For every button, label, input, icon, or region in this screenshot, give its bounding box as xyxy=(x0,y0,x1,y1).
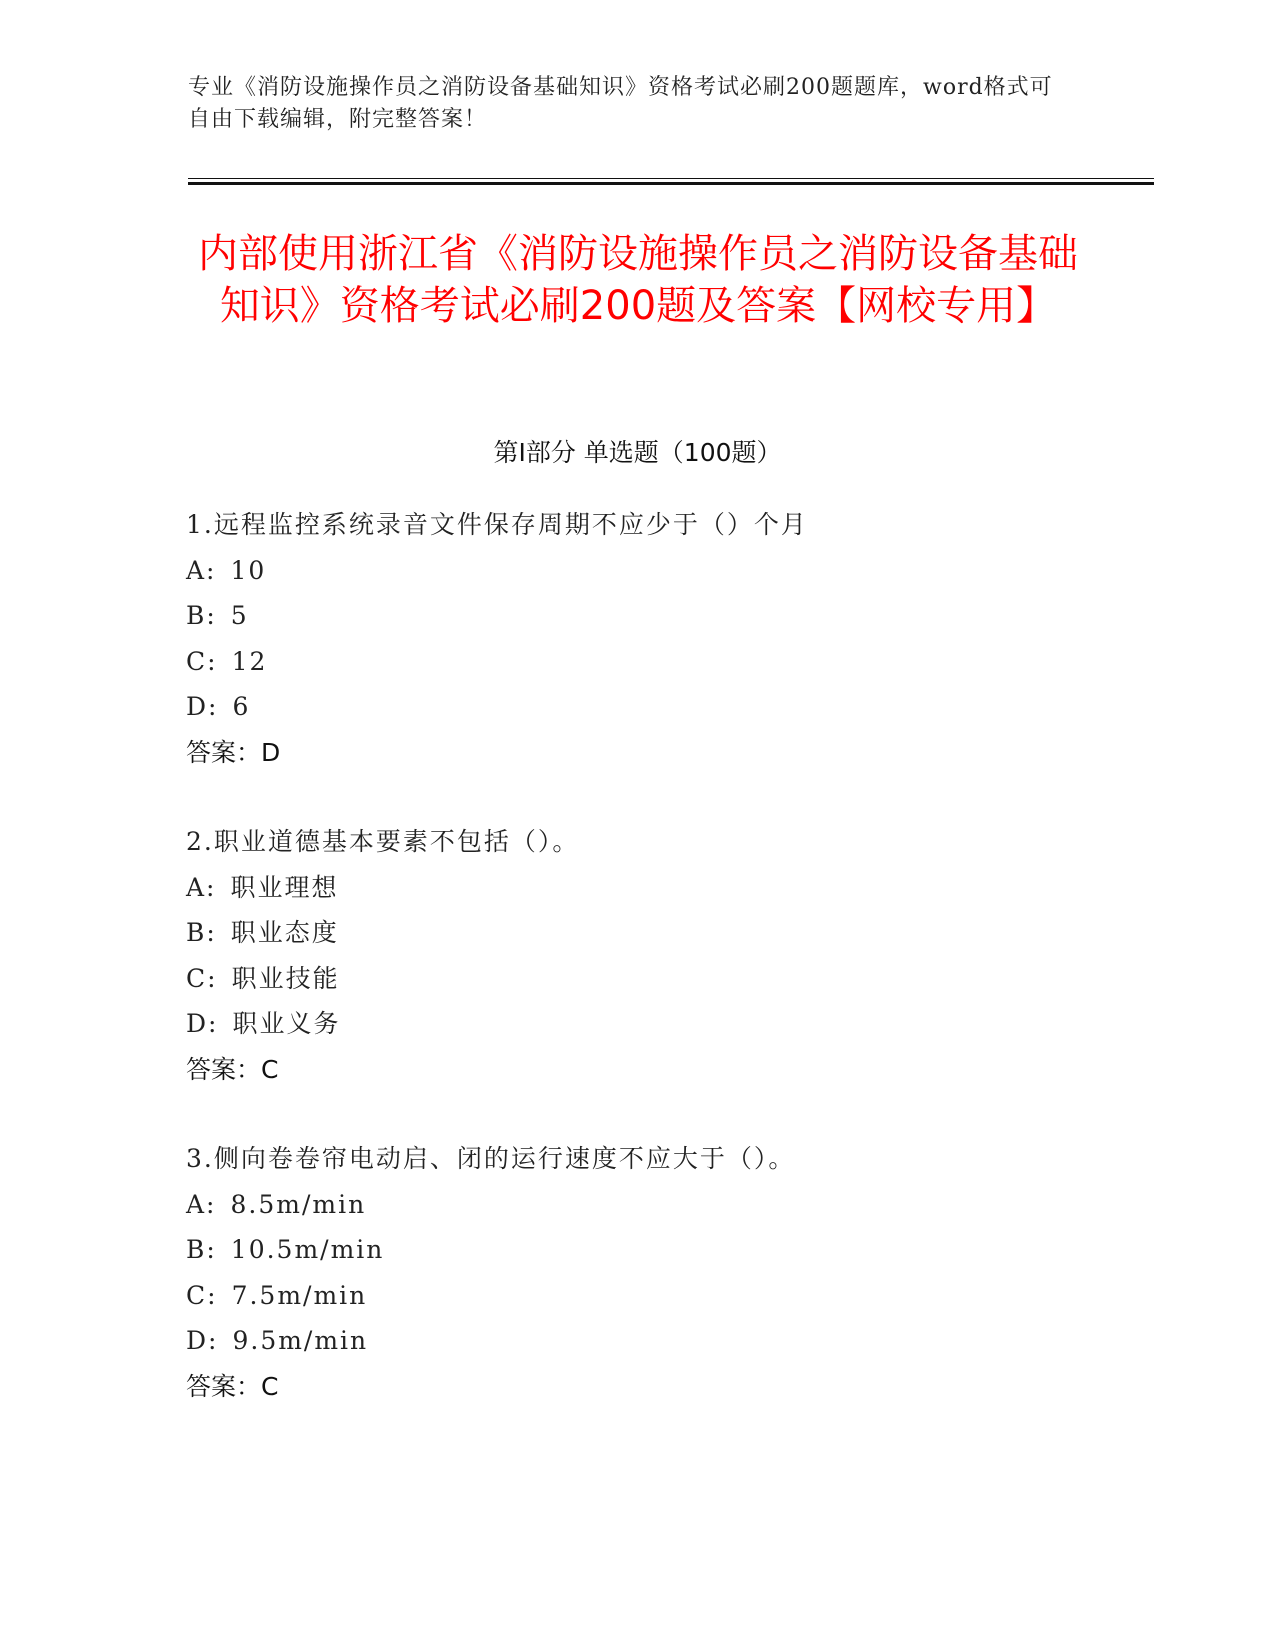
option-c xyxy=(186,956,1136,1002)
option-text: 职业态度 xyxy=(230,918,339,947)
question-3 xyxy=(186,1136,1136,1409)
question-stem: 1.远程监控系统录音文件保存周期不应少于（）个月 xyxy=(186,510,808,539)
question-stem: 2.职业道德基本要素不包括（）。 xyxy=(186,827,580,856)
option-c xyxy=(186,1273,1136,1319)
option-letter: C: xyxy=(186,646,218,676)
option-letter: C: xyxy=(186,963,218,993)
option-text: 10 xyxy=(230,555,267,585)
option-text: 职业技能 xyxy=(231,963,340,993)
option-text: 10.5m/min xyxy=(230,1235,385,1264)
option-b xyxy=(186,1227,1136,1273)
option-d xyxy=(186,684,1136,730)
option-d xyxy=(186,1318,1136,1364)
header-note: 专业《消防设施操作员之消防设备基础知识》资格考试必刷200题题库，word格式可自由下载编辑，附完整答案！ xyxy=(188,75,1053,132)
question-stem: 3.侧向卷卷帘电动启、闭的运行速度不应大于（）。 xyxy=(186,1144,796,1173)
section-heading: 第I部分 单选题（100题） xyxy=(493,438,782,467)
option-a xyxy=(186,548,1136,594)
option-letter: D: xyxy=(186,1009,219,1038)
option-text: 职业理想 xyxy=(230,872,339,902)
document-title: 内部使用浙江省《消防设施操作员之消防设备基础知识》资格考试必刷200题及答案【网校专用】 xyxy=(198,231,1078,329)
option-b xyxy=(186,593,1136,639)
option-letter: D: xyxy=(186,1326,219,1355)
option-letter: B: xyxy=(186,918,217,947)
option-text: 7.5m/min xyxy=(231,1280,368,1310)
answer-line: 答案：C xyxy=(186,1054,279,1084)
option-text: 8.5m/min xyxy=(230,1189,367,1219)
option-letter: A: xyxy=(186,555,217,585)
option-text: 职业义务 xyxy=(232,1009,341,1038)
option-letter: B: xyxy=(186,1235,217,1264)
header-divider-thin xyxy=(188,178,1154,179)
option-text: 6 xyxy=(232,692,251,721)
question-1 xyxy=(186,502,1136,775)
option-letter: D: xyxy=(186,692,219,721)
option-d xyxy=(186,1001,1136,1047)
option-a xyxy=(186,1182,1136,1228)
option-b xyxy=(186,910,1136,956)
option-text: 9.5m/min xyxy=(232,1326,369,1355)
answer-line: 答案：C xyxy=(186,1371,279,1401)
option-text: 12 xyxy=(231,646,268,676)
option-letter: C: xyxy=(186,1280,218,1310)
header-divider-thick xyxy=(188,182,1154,185)
answer-line: 答案：D xyxy=(186,737,281,767)
question-2 xyxy=(186,819,1136,1092)
option-c xyxy=(186,639,1136,685)
option-letter: B: xyxy=(186,601,217,630)
option-a xyxy=(186,865,1136,911)
option-letter: A: xyxy=(186,872,217,902)
option-text: 5 xyxy=(230,601,249,630)
option-letter: A: xyxy=(186,1189,217,1219)
